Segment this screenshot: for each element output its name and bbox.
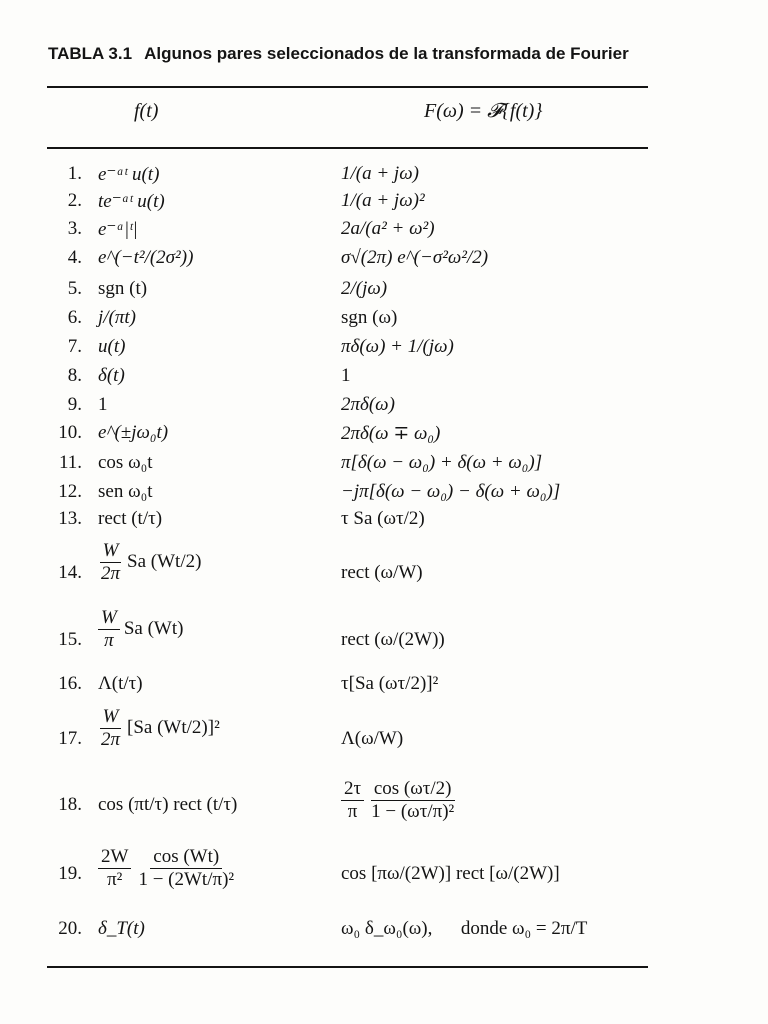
time-function: rect (t/τ): [98, 508, 163, 529]
time-function: e⁻ᵃᵗ u(t): [98, 164, 160, 185]
fraction: [98, 846, 131, 891]
time-function: te⁻ᵃᵗ u(t): [98, 191, 165, 212]
fraction: [341, 778, 364, 823]
fraction-denominator: 1 − (ωτ/π)²: [371, 801, 455, 822]
fourier-transform: τ Sa (ωτ/2): [341, 508, 425, 529]
fourier-transform: −jπ[δ(ω − ω₀) − δ(ω + ω₀)]: [341, 481, 561, 502]
fraction-numerator: cos (Wt): [150, 846, 222, 869]
fourier-transform: 2πδ(ω): [341, 394, 395, 415]
row-number: 11.: [58, 452, 82, 473]
time-function: u(t): [98, 336, 126, 357]
fourier-transform: 1: [341, 365, 351, 386]
row-number: 18.: [58, 794, 82, 815]
bottom-rule: [47, 966, 648, 968]
fourier-transform: σ√(2π) e^(−σ²ω²/2): [341, 247, 489, 268]
fourier-transform: 1/(a + jω)²: [341, 190, 425, 211]
time-function-rest: [Sa (Wt/2)]²: [127, 716, 220, 738]
row-number: 4.: [67, 247, 82, 268]
row-number: 12.: [58, 481, 82, 502]
time-function-rest: Sa (Wt/2): [127, 550, 202, 572]
fraction-denominator: π: [104, 630, 114, 651]
row-number: 3.: [67, 218, 82, 239]
row-number: 16.: [58, 673, 82, 694]
row-number: 7.: [67, 336, 82, 357]
fraction-denominator: 2π: [101, 729, 121, 750]
fraction-numerator: W: [100, 540, 122, 563]
row-number: 14.: [58, 562, 82, 583]
time-function: [98, 540, 201, 585]
row-number: 17.: [58, 728, 82, 749]
row-number: 6.: [67, 307, 82, 328]
fraction-denominator: 1 − (2Wt/π)²: [138, 869, 235, 890]
time-function: e⁻ᵃ|ᵗ|: [98, 219, 138, 240]
fourier-transform: ω₀ δ_ω₀(ω), donde ω₀ = 2π/T: [341, 918, 588, 939]
fraction: [98, 540, 123, 585]
time-function: sen ω₀t: [98, 481, 153, 502]
row-number: 9.: [67, 394, 82, 415]
fraction-numerator: cos (ωτ/2): [371, 778, 455, 801]
fraction-denominator: 2π: [101, 563, 121, 584]
fourier-transform: 2πδ(ω ∓ ω₀): [341, 423, 441, 444]
row-number: 1.: [67, 163, 82, 184]
top-rule: [47, 86, 648, 88]
table-title: Algunos pares seleccionados de la transformada de Fourier: [144, 44, 629, 63]
fraction: [368, 778, 457, 823]
fraction: [98, 706, 123, 751]
time-function: j/(πt): [98, 307, 137, 328]
fourier-transform: [341, 778, 461, 823]
time-function: [98, 607, 183, 652]
fraction: [98, 607, 120, 652]
row-number: 13.: [58, 508, 82, 529]
fraction-numerator: 2τ: [341, 778, 364, 801]
table-number: TABLA 3.1: [48, 44, 133, 63]
fraction: [135, 846, 237, 891]
fourier-transform: rect (ω/W): [341, 562, 423, 583]
time-function: e^(−t²/(2σ²)): [98, 247, 194, 268]
time-function-rest: Sa (Wt): [123, 617, 184, 639]
time-function: [98, 706, 220, 751]
header-rule: [47, 147, 648, 149]
row-number: 10.: [58, 422, 82, 443]
fourier-transform: Λ(ω/W): [341, 728, 404, 749]
fraction-denominator: π: [347, 801, 358, 822]
time-function: δ_T(t): [98, 918, 145, 939]
row-number: 15.: [58, 629, 82, 650]
time-function: 1: [98, 394, 108, 415]
fourier-transform: 2/(jω): [341, 278, 388, 299]
time-function: cos (πt/τ) rect (t/τ): [98, 794, 238, 815]
fourier-transform: sgn (ω): [341, 307, 398, 328]
time-function: e^(±jω₀t): [98, 422, 169, 443]
header-time-domain: f(t): [134, 100, 159, 122]
table-caption: [48, 44, 738, 64]
fraction-numerator: 2W: [98, 846, 131, 869]
fourier-transform: 2a/(a² + ω²): [341, 218, 435, 239]
row-number: 8.: [67, 365, 82, 386]
time-function: [98, 846, 241, 891]
time-function: Λ(t/τ): [98, 673, 143, 694]
fraction-numerator: W: [98, 607, 120, 630]
row-number: 2.: [67, 190, 82, 211]
fourier-transform: cos [πω/(2W)] rect [ω/(2W)]: [341, 863, 560, 884]
time-function: cos ω₀t: [98, 452, 153, 473]
time-function: sgn (t): [98, 278, 148, 299]
fourier-transform: rect (ω/(2W)): [341, 629, 445, 650]
fourier-transform: π[δ(ω − ω₀) + δ(ω + ω₀)]: [341, 452, 543, 473]
fraction-denominator: π²: [107, 869, 123, 890]
row-number: 5.: [67, 278, 82, 299]
fourier-transform: 1/(a + jω): [341, 163, 419, 184]
row-number: 20.: [58, 918, 82, 939]
row-number: 19.: [58, 863, 82, 884]
fourier-transform: τ[Sa (ωτ/2)]²: [341, 673, 439, 694]
fourier-transform: πδ(ω) + 1/(jω): [341, 336, 454, 357]
fraction-numerator: W: [100, 706, 122, 729]
header-frequency-domain: F(ω) = 𝓕{f(t)}: [424, 100, 543, 122]
time-function: δ(t): [98, 365, 125, 386]
